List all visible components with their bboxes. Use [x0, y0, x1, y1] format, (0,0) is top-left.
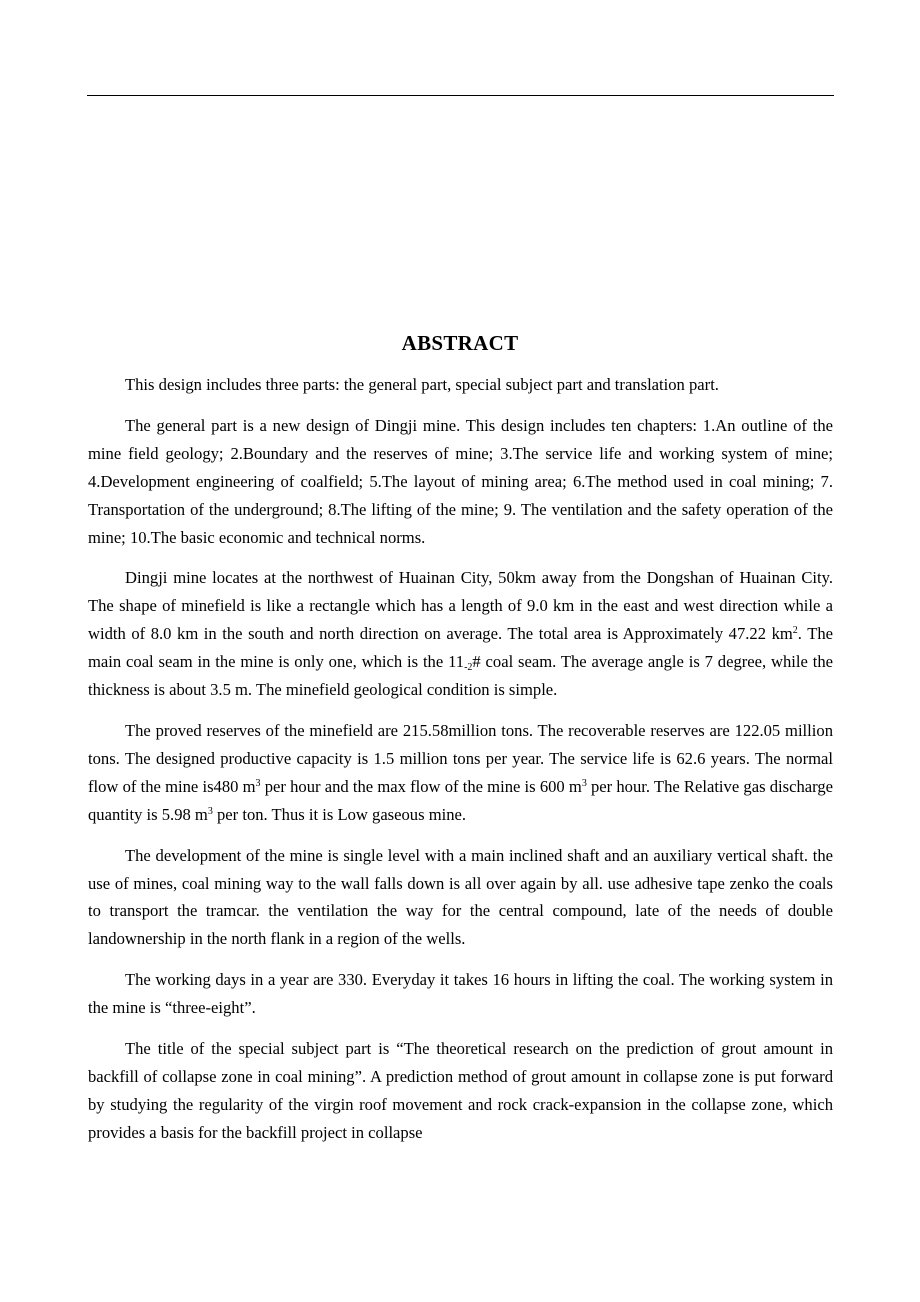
max-flow-unit-superscript: 3 — [581, 777, 587, 789]
location-text-b: . The main coal seam in the mine is only one, which is the 11 — [88, 624, 834, 672]
abstract-body — [88, 371, 833, 1160]
header-rule — [87, 95, 834, 96]
reserves-text-a: The proved reserves of the minefield are 215.58million tons. The recoverable reserves are 122.05 million tons. The designed productive capacity is 1.5 million tons per year. The service life is 62.6 years. The normal flow of the mine is480 m — [88, 720, 833, 796]
paragraph-special-subject: The title of the special subject part is “The theoretical research on the prediction of grout amount in backfill of collapse zone in coal mining”. A prediction method of grout amount in collapse zone is put forward by studying the regularity of the virgin roof movement and rock crack-expansion in the collapse zone, which provides a basis for the backfill project in collapse — [88, 1039, 833, 1142]
paragraph-development: The development of the mine is single level with a main inclined shaft and an auxiliary vertical shaft. the use of mines, coal mining way to the wall falls down is all over again by all. use adhesive tape zenko the coals to transport the tramcar. the ventilation the way for the central compound, late of the needs of double landownership in the north flank in a region of the wells. — [88, 845, 833, 949]
paragraph-working-system: The working days in a year are 330. Everyday it takes 16 hours in lifting the coal. The working system in the mine is “three-eight”. — [88, 970, 833, 1018]
gas-unit-superscript: 3 — [207, 805, 213, 817]
flow-unit-superscript: 3 — [255, 777, 261, 789]
reserves-text-c: per hour. The Relative gas discharge quantity is 5.98 m — [88, 776, 833, 824]
reserves-text-d: per ton. Thus it is Low gaseous mine. — [212, 804, 467, 824]
paragraph-general-part: The general part is a new design of Dingji mine. This design includes ten chapters: 1.An outline of the mine field geology; 2.Boundary and the reserves of mine; 3.The service life and working system of mine; 4.Development engineering of coalfield; 5.The layout of mining area; 6.The method used in coal mining; 7. Transportation of the underground; 8.The lifting of the mine; 9. The ventilation and the safety operation of the mine; 10.The basic economic and technical norms. — [88, 415, 833, 547]
area-unit-superscript: 2 — [792, 625, 798, 637]
paragraph-overview: This design includes three parts: the general part, special subject part and translation part. — [125, 375, 719, 394]
location-text-a: Dingji mine locates at the northwest of Huainan City, 50km away from the Dongshan of Huainan City. The shape of minefield is like a rectangle which has a length of 9.0 km in the east and west direction while a width of 8.0 km in the south and north direction on average. The total area is Approximately 47.22 km — [88, 568, 833, 644]
seam-subscript: -2 — [464, 662, 473, 674]
abstract-heading: ABSTRACT — [401, 331, 519, 355]
paragraph-reserves — [88, 717, 833, 829]
reserves-text-b: per hour and the max flow of the mine is 600 m — [260, 776, 582, 796]
location-text-c: # coal seam. The average angle is 7 degree, while the thickness is about 3.5 m. The minefield geological condition is simple. — [88, 652, 833, 700]
paragraph-location — [88, 564, 833, 704]
